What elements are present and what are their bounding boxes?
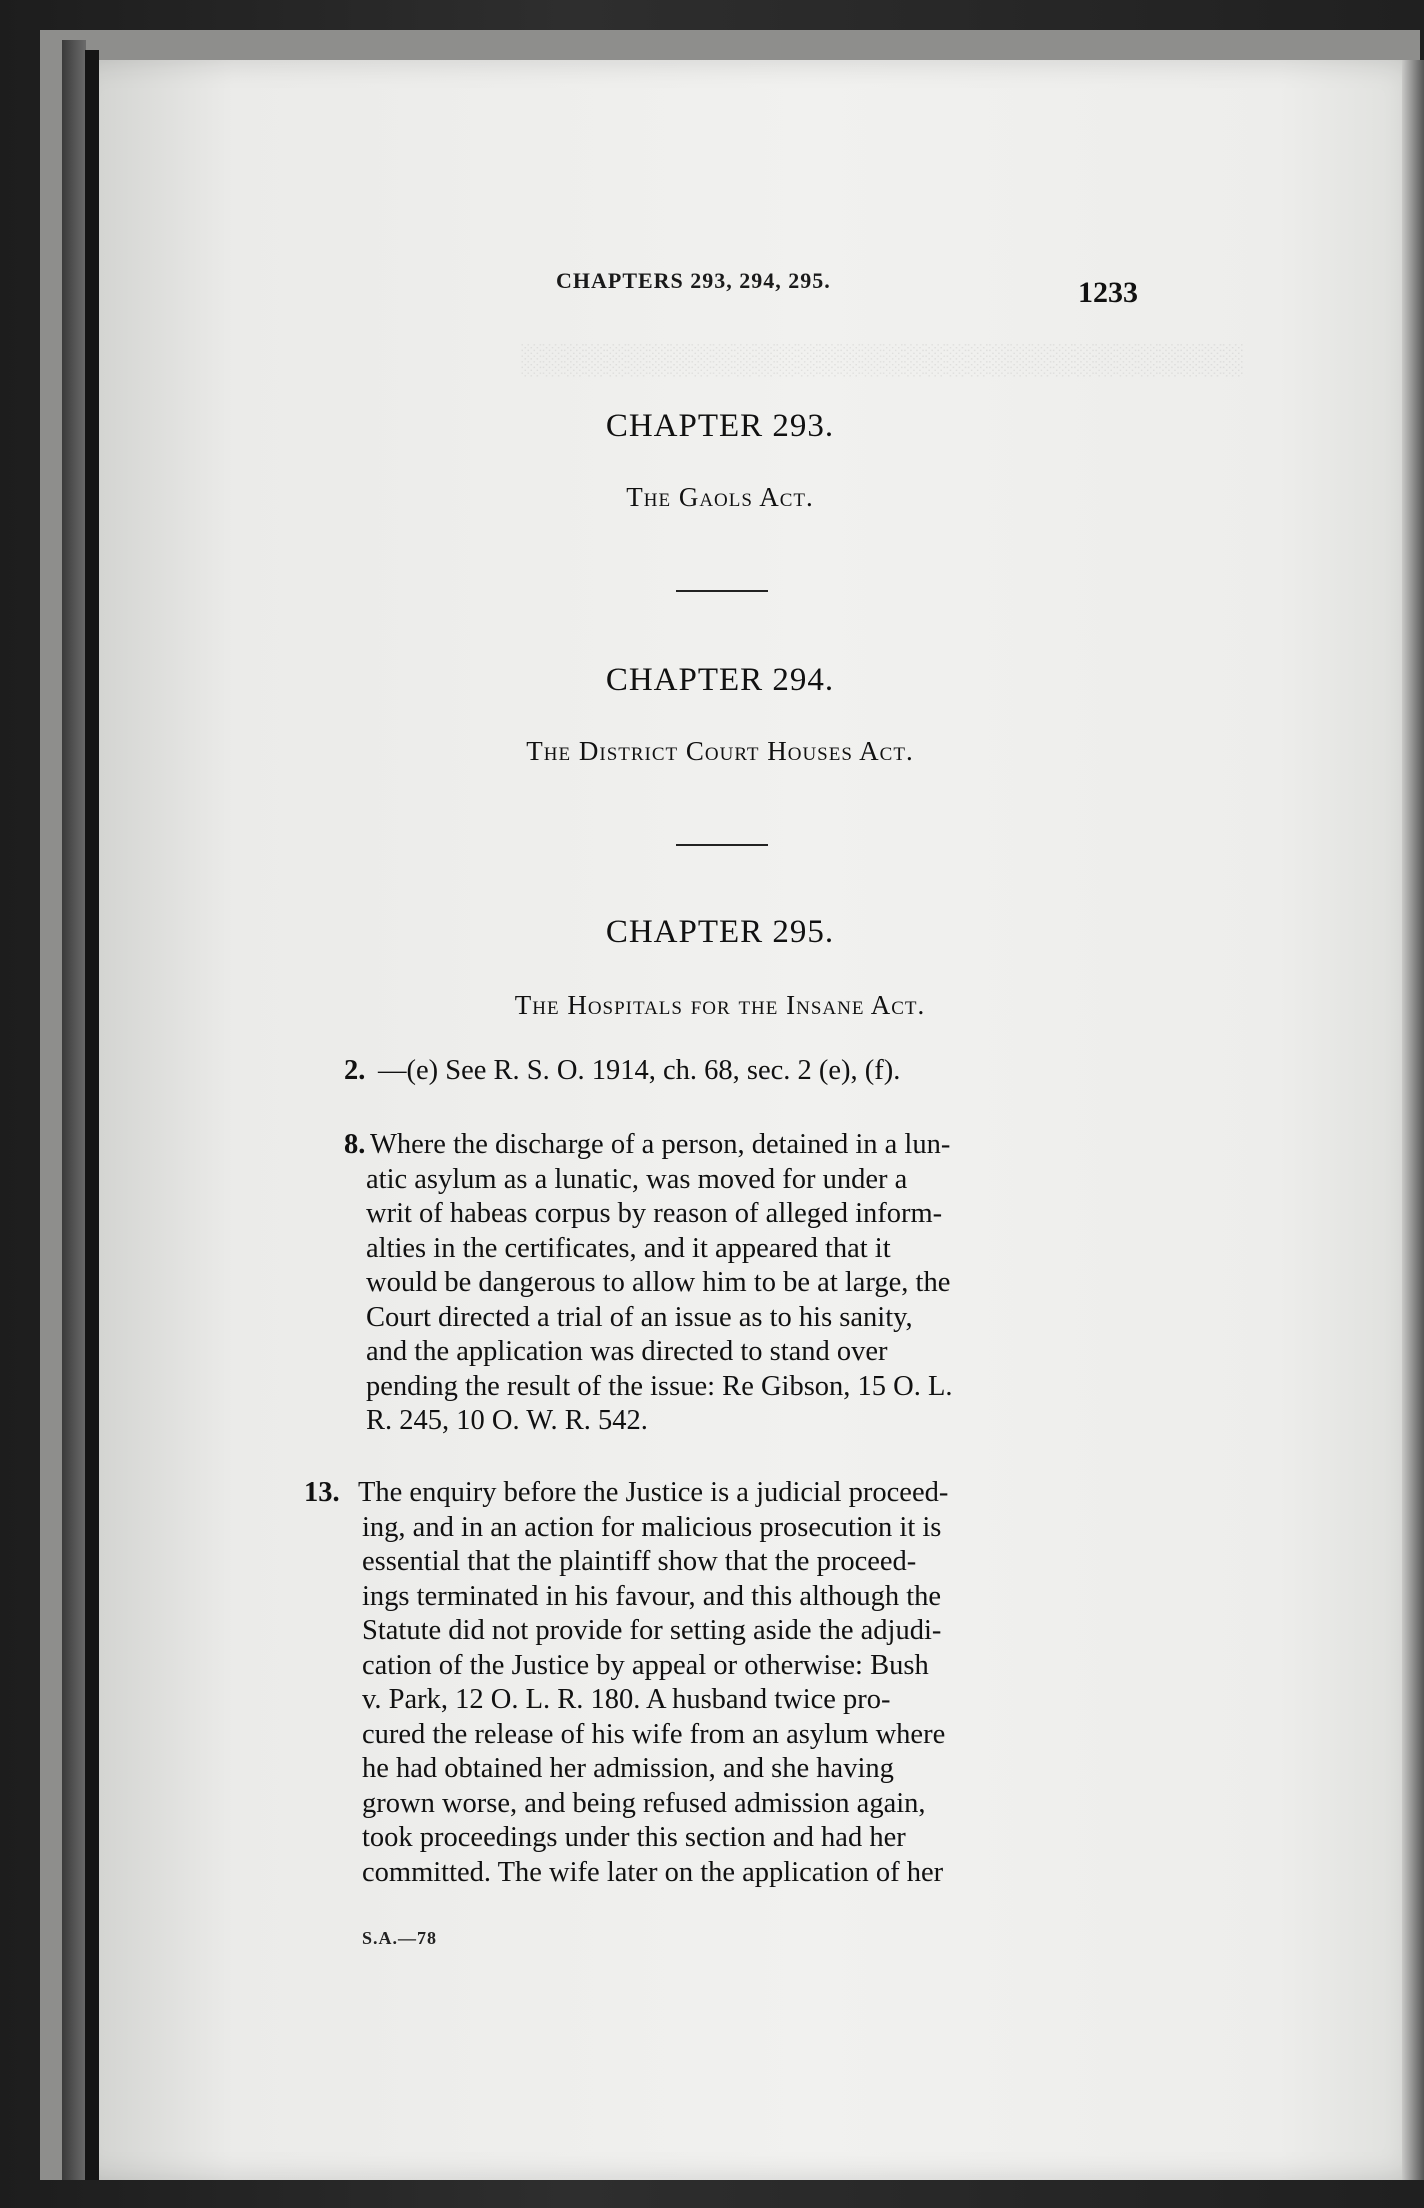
chapter-294-title: CHAPTER 294. [605, 662, 835, 698]
annotation-text [300, 1476, 1146, 1890]
annotation-line: ing, and in an action for malicious prosecution it is [362, 1511, 942, 1543]
book-spine [85, 50, 99, 2180]
chapter-293-act: The Gaols Act. [626, 482, 814, 512]
annotation-section-8 [344, 1128, 1144, 1439]
annotation-line: essential that the plaintiff show that the proceed- [362, 1546, 917, 1577]
chapter-295-title: CHAPTER 295. [605, 914, 835, 950]
section-rule [676, 590, 768, 592]
annotation-line: grown worse, and being refused admission again, [362, 1787, 926, 1819]
annotation-line: Statute did not provide for setting aside the adjudi- [362, 1615, 942, 1646]
section-rule [676, 844, 768, 846]
annotation-line: and the application was directed to stand over [366, 1336, 888, 1367]
annotation-line: committed. The wife later on the application of her [362, 1856, 944, 1888]
chapter-294-act: The District Court Houses Act. [526, 736, 914, 766]
annotation-text [344, 1054, 1144, 1089]
section-number: 13. [304, 1477, 340, 1508]
annotation-line: R. 245, 10 O. W. R. 542. [366, 1405, 648, 1436]
annotation-line: Court directed a trial of an issue as to his sanity, [366, 1301, 913, 1333]
annotation-text [344, 1128, 1144, 1439]
page-number: 1233 [1078, 276, 1138, 309]
show-through-text: ░░░░░░░░░░░░░░░░░░░░░░░░░░░░░░░░░░ [520, 343, 1243, 376]
annotation-line: he had obtained her admission, and she having [362, 1753, 894, 1784]
chapter-295-act: The Hospitals for the Insane Act. [514, 990, 926, 1020]
chapter-293-title: CHAPTER 293. [605, 408, 835, 444]
annotation-line: would be dangerous to allow him to be at large, the [366, 1267, 951, 1298]
section-number: 8. [344, 1129, 366, 1160]
annotation-line: atic asylum as a lunatic, was moved for under a [366, 1163, 908, 1195]
annotation-line: —(e) See R. S. O. 1914, ch. 68, sec. 2 (e), (f). [378, 1055, 901, 1086]
spine-shadow [62, 40, 86, 2180]
annotation-line: cation of the Justice by appeal or otherwise: Bush [362, 1649, 929, 1681]
annotation-section-2 [344, 1054, 1144, 1089]
annotation-line: The enquiry before the Justice is a judicial proceed- [358, 1477, 949, 1508]
page-edge-shadow [1402, 60, 1424, 2180]
section-number: 2. [344, 1055, 366, 1086]
running-head: CHAPTERS 293, 294, 295. [556, 268, 831, 293]
annotation-section-13 [300, 1476, 1146, 1890]
annotation-line: alties in the certificates, and it appeared that it [366, 1232, 891, 1264]
annotation-line: cured the release of his wife from an asylum where [362, 1718, 946, 1750]
signature-mark: S.A.—78 [362, 1928, 438, 1948]
annotation-line: writ of habeas corpus by reason of alleged inform- [366, 1198, 943, 1229]
annotation-line: v. Park, 12 O. L. R. 180. A husband twice pro- [362, 1684, 891, 1715]
annotation-line: Where the discharge of a person, detained in a lun- [370, 1129, 951, 1160]
annotation-line: took proceedings under this section and had her [362, 1822, 906, 1853]
annotation-line: pending the result of the issue: Re Gibson, 15 O. L. [366, 1370, 953, 1402]
annotation-line: ings terminated in his favour, and this although the [362, 1580, 942, 1612]
